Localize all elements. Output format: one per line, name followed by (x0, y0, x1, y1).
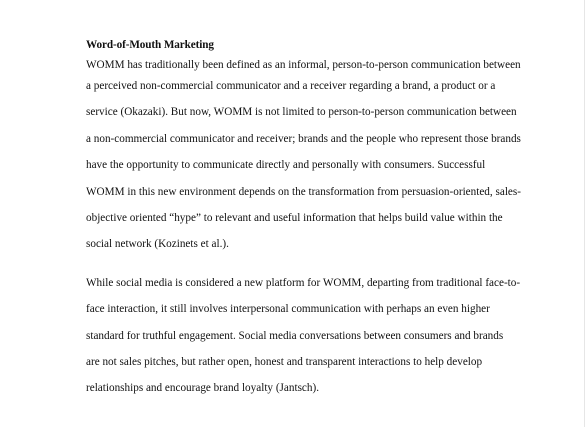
text-line: a non-commercial communicator and receiver; brands and the people who represent those brands (86, 132, 521, 145)
text-line: have the opportunity to communicate directly and personally with consumers. Successful (86, 159, 486, 172)
text-line: WOMM has traditionally been defined as an informal, person-to-person communication between (86, 59, 521, 71)
section-heading: Word-of-Mouth Marketing (86, 39, 214, 51)
paragraph-spacer (86, 258, 526, 270)
text-line: While social media is considered a new platform for WOMM, departing from traditional face-to- (86, 276, 521, 289)
text-line: social network (Kozinets et al.). (86, 238, 229, 251)
text-line: standard for truthful engagement. Social media conversations between consumers and brands (86, 329, 504, 342)
text-line: WOMM in this new environment depends on the transformation from persuasion-oriented, sales- (86, 185, 521, 198)
document-body (86, 39, 526, 402)
text-line: a perceived non-commercial communicator and a receiver regarding a brand, a product or a (86, 80, 496, 92)
paragraph (86, 270, 526, 402)
paragraph (86, 57, 526, 258)
text-line: face interaction, it still involves interpersonal communication with perhaps an even higher (86, 303, 490, 316)
text-line: are not sales pitches, but rather open, honest and transparent interactions to help develop (86, 355, 483, 368)
text-line: objective oriented “hype” to relevant and useful information that helps build value within the (86, 211, 503, 224)
text-line: service (Okazaki). But now, WOMM is not limited to person-to-person communication between (86, 106, 517, 119)
text-line: relationships and encourage brand loyalty (Jantsch). (86, 382, 319, 395)
